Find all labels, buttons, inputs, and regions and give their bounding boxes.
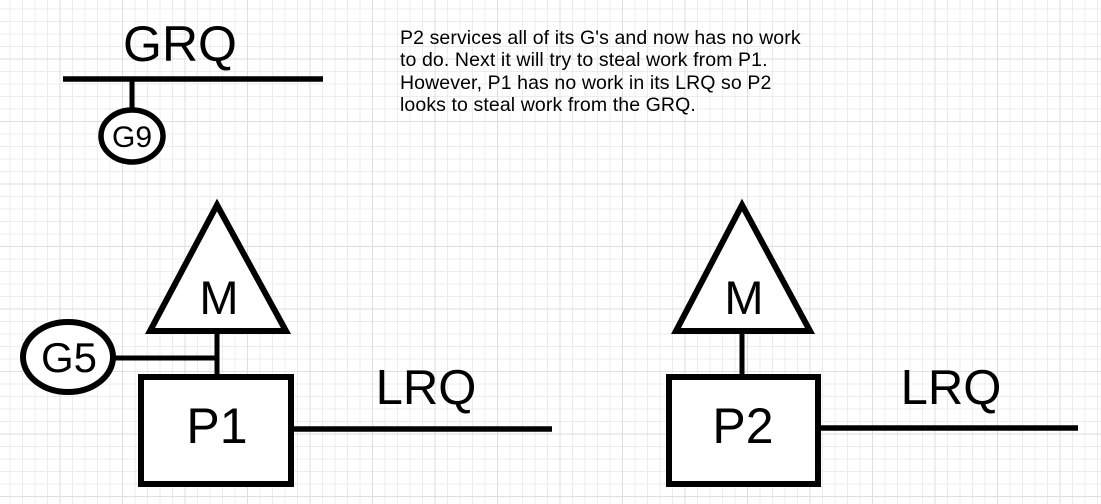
p2-machine-label: M (724, 271, 764, 324)
explanation-note (400, 27, 830, 117)
g5-label: G5 (40, 334, 98, 381)
note-line: However, P1 has no work in its LRQ so P2 (400, 71, 772, 94)
p1-group (23, 205, 552, 484)
p2-label: P2 (712, 398, 774, 454)
note-line: looks to steal work from the GRQ. (400, 94, 696, 117)
p2-lrq-label: LRQ (900, 361, 1002, 415)
grq-group (63, 16, 323, 162)
p1-label: P1 (186, 398, 248, 454)
p1-lrq-label: LRQ (375, 361, 477, 415)
p1-machine-label: M (199, 271, 239, 324)
grq-label: GRQ (123, 16, 237, 72)
g9-label: G9 (111, 121, 153, 154)
p2-group (669, 205, 1078, 484)
note-line: to do. Next it will try to steal work from P1. (400, 49, 768, 72)
note-line: P2 services all of its G's and now has no work (400, 27, 801, 49)
